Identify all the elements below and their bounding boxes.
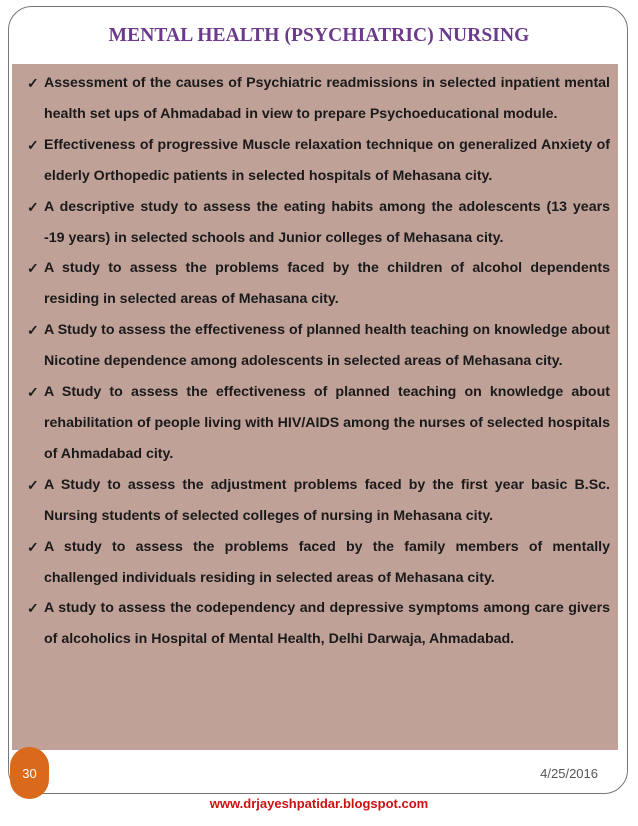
list-item [27,253,610,315]
list-item [27,130,610,192]
list-item-text: A study to assess the codependency and depressive symptoms among care givers of alcoholics in Hospital of Mental Health, Delhi Darwaja, Ahmadabad. [44,600,610,648]
checkmark-icon: ✓ [27,476,39,493]
checkmark-icon: ✓ [27,136,39,153]
list-item-text: A study to assess the problems faced by the children of alcohol dependents residing in selected areas of Mehasana city. [44,260,610,308]
list-item [27,315,610,377]
list-item [27,377,610,470]
list-item [27,68,610,130]
slide-title: MENTAL HEALTH (PSYCHIATRIC) NURSING [108,25,530,46]
list-item-text: A Study to assess the effectiveness of planned health teaching on knowledge about Nicotine dependence among adolescents in selected areas of Mehasana city. [44,322,610,370]
list-item [27,532,610,594]
list-item-text: A study to assess the problems faced by the family members of mentally challenged individuals residing in selected areas of Mehasana city. [44,538,610,586]
topic-list [27,68,610,655]
checkmark-icon: ✓ [27,600,39,617]
list-item-text: Effectiveness of progressive Muscle relaxation technique on generalized Anxiety of elderly Orthopedic patients in selected hospitals of Mehasana city. [44,136,610,184]
page-number-badge: 30 [10,747,49,799]
list-item-text: A Study to assess the effectiveness of planned teaching on knowledge about rehabilitation of people living with HIV/AIDS among the nurses of selected hospitals of Ahmadabad city. [44,384,610,462]
checkmark-icon: ✓ [27,198,39,215]
list-item-text: Assessment of the causes of Psychiatric readmissions in selected inpatient mental health set ups of Ahmadabad in view to prepare Psychoeducational module. [44,75,610,122]
list-item [27,593,610,655]
footer-website-link[interactable]: www.drjayeshpatidar.blogspot.com [209,796,429,811]
list-item [27,192,610,254]
content-box [12,64,618,750]
checkmark-icon: ✓ [27,75,39,91]
checkmark-icon: ✓ [27,538,39,555]
list-item-text: A descriptive study to assess the eating habits among the adolescents (13 years -19 years) in selected schools and Junior colleges of Mehasana city. [44,198,610,246]
checkmark-icon: ✓ [27,384,39,401]
list-item-text: A Study to assess the adjustment problems faced by the first year basic B.Sc. Nursing students of selected colleges of nursing in Mehasana city. [44,476,610,524]
slide-date: 4/25/2016 [540,766,598,781]
checkmark-icon: ✓ [27,260,39,277]
list-item [27,470,610,532]
checkmark-icon: ✓ [27,322,39,339]
